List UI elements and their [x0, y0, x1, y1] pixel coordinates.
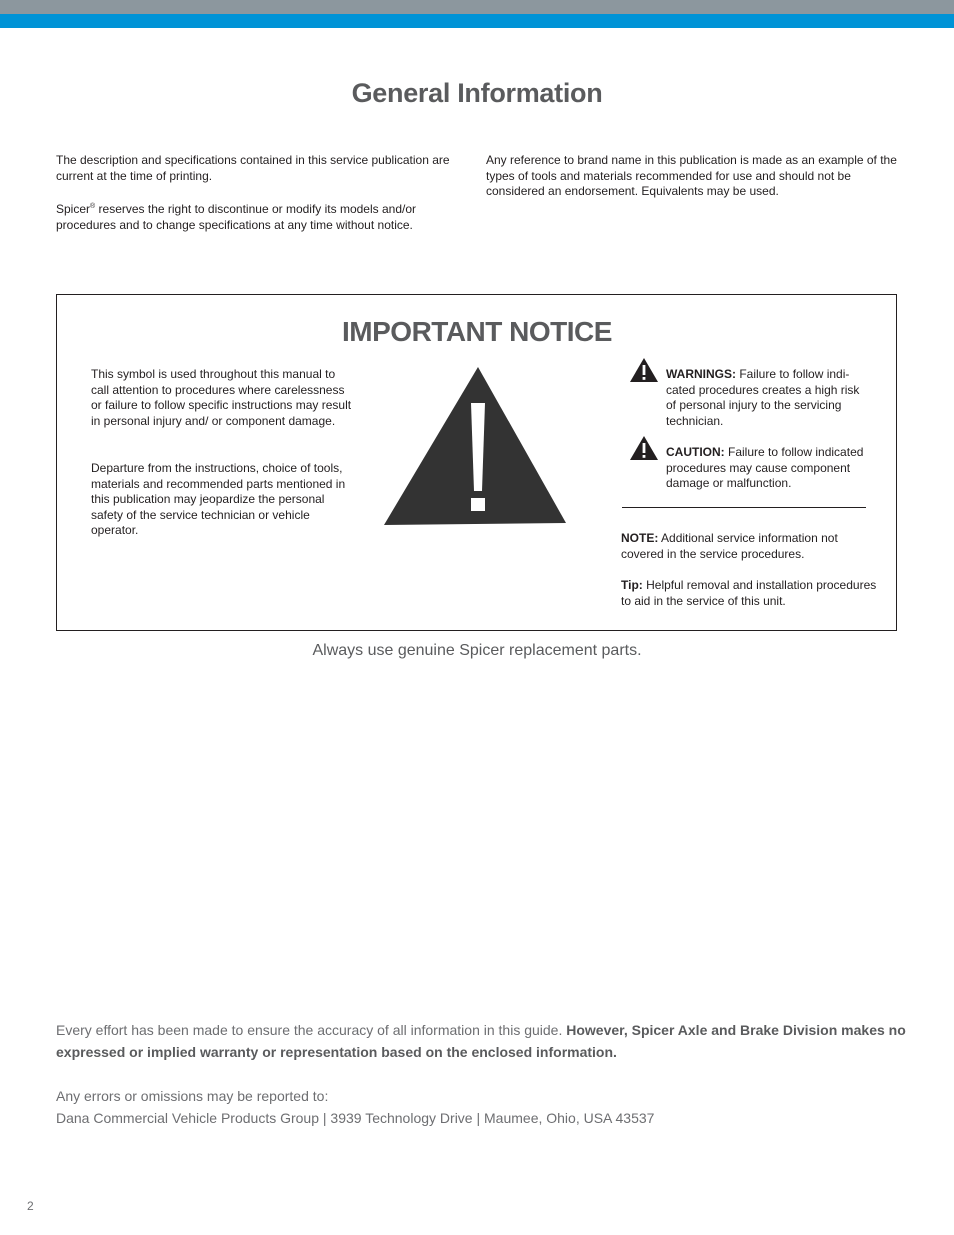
- large-warning-triangle-icon: [382, 365, 568, 527]
- disclaimer-bold-text: However, Spicer Axle and Brake Division makes no expressed or implied warranty or representation based on the enclosed information.: [56, 1022, 906, 1060]
- warnings-label: WARNINGS:: [666, 367, 736, 381]
- symbol-explanation: This symbol is used throughout this manual to call attention to procedures where carelessness or failure to follow specific instructions may result in personal injury and/ or component damage.: [91, 367, 352, 428]
- warnings-text: Failure to follow indi-cated procedures creates a high risk of personal injury to the servicing technician.: [666, 367, 860, 428]
- genuine-parts-tagline: Always use genuine Spicer replacement parts.: [312, 642, 642, 659]
- note-text: Additional service information not covered in the service procedures.: [621, 531, 838, 561]
- rights-text: reserves the right to discontinue or modify its models and/or procedures and to change specifications at any time without notice.: [56, 202, 417, 232]
- report-line: Any errors or omissions may be reported to:: [56, 1088, 329, 1104]
- notice-title: IMPORTANT NOTICE: [342, 316, 612, 347]
- note-definition: [621, 531, 881, 562]
- departure-warning: Departure from the instructions, choice of tools, materials and recommended parts mentioned in this publication may jeopardize the personal safety of the service technician or vehicle operator.: [91, 461, 346, 538]
- caution-label: CAUTION:: [666, 445, 725, 459]
- page-number: 2: [27, 1199, 34, 1213]
- accuracy-disclaimer: [56, 1019, 916, 1063]
- registered-mark: ®: [90, 203, 96, 210]
- caution-definition: [666, 445, 872, 492]
- caution-icon: [629, 435, 659, 461]
- page-title: General Information: [351, 78, 603, 108]
- intro-paragraph-rights: [56, 199, 456, 233]
- header-blue-band: [0, 14, 954, 28]
- brand-name: Spicer: [56, 202, 91, 216]
- notice-divider: [622, 507, 866, 508]
- intro-paragraph-brand-reference: Any reference to brand name in this publication is made as an example of the types of tools and materials recommended for use and should not be considered an endorsement. Equivalents may be used.: [486, 153, 897, 199]
- disclaimer-text: Every effort has been made to ensure the accuracy of all information in this guide.: [56, 1022, 567, 1038]
- tip-text: Helpful removal and installation procedures to aid in the service of this unit.: [621, 578, 877, 608]
- note-label: NOTE:: [621, 531, 659, 545]
- warnings-definition: [666, 367, 872, 429]
- address-line: Dana Commercial Vehicle Products Group | 3939 Technology Drive | Maumee, Ohio, USA 43537: [56, 1110, 655, 1126]
- header-gray-band: [0, 0, 954, 14]
- contact-info: [56, 1085, 916, 1129]
- tip-definition: [621, 578, 881, 609]
- caution-text: Failure to follow indicated procedures may cause component damage or malfunction.: [666, 445, 864, 491]
- intro-paragraph-currency: The description and specifications contained in this service publication are current at the time of printing.: [56, 153, 450, 183]
- tip-label: Tip:: [621, 578, 643, 592]
- warning-icon: [629, 357, 659, 383]
